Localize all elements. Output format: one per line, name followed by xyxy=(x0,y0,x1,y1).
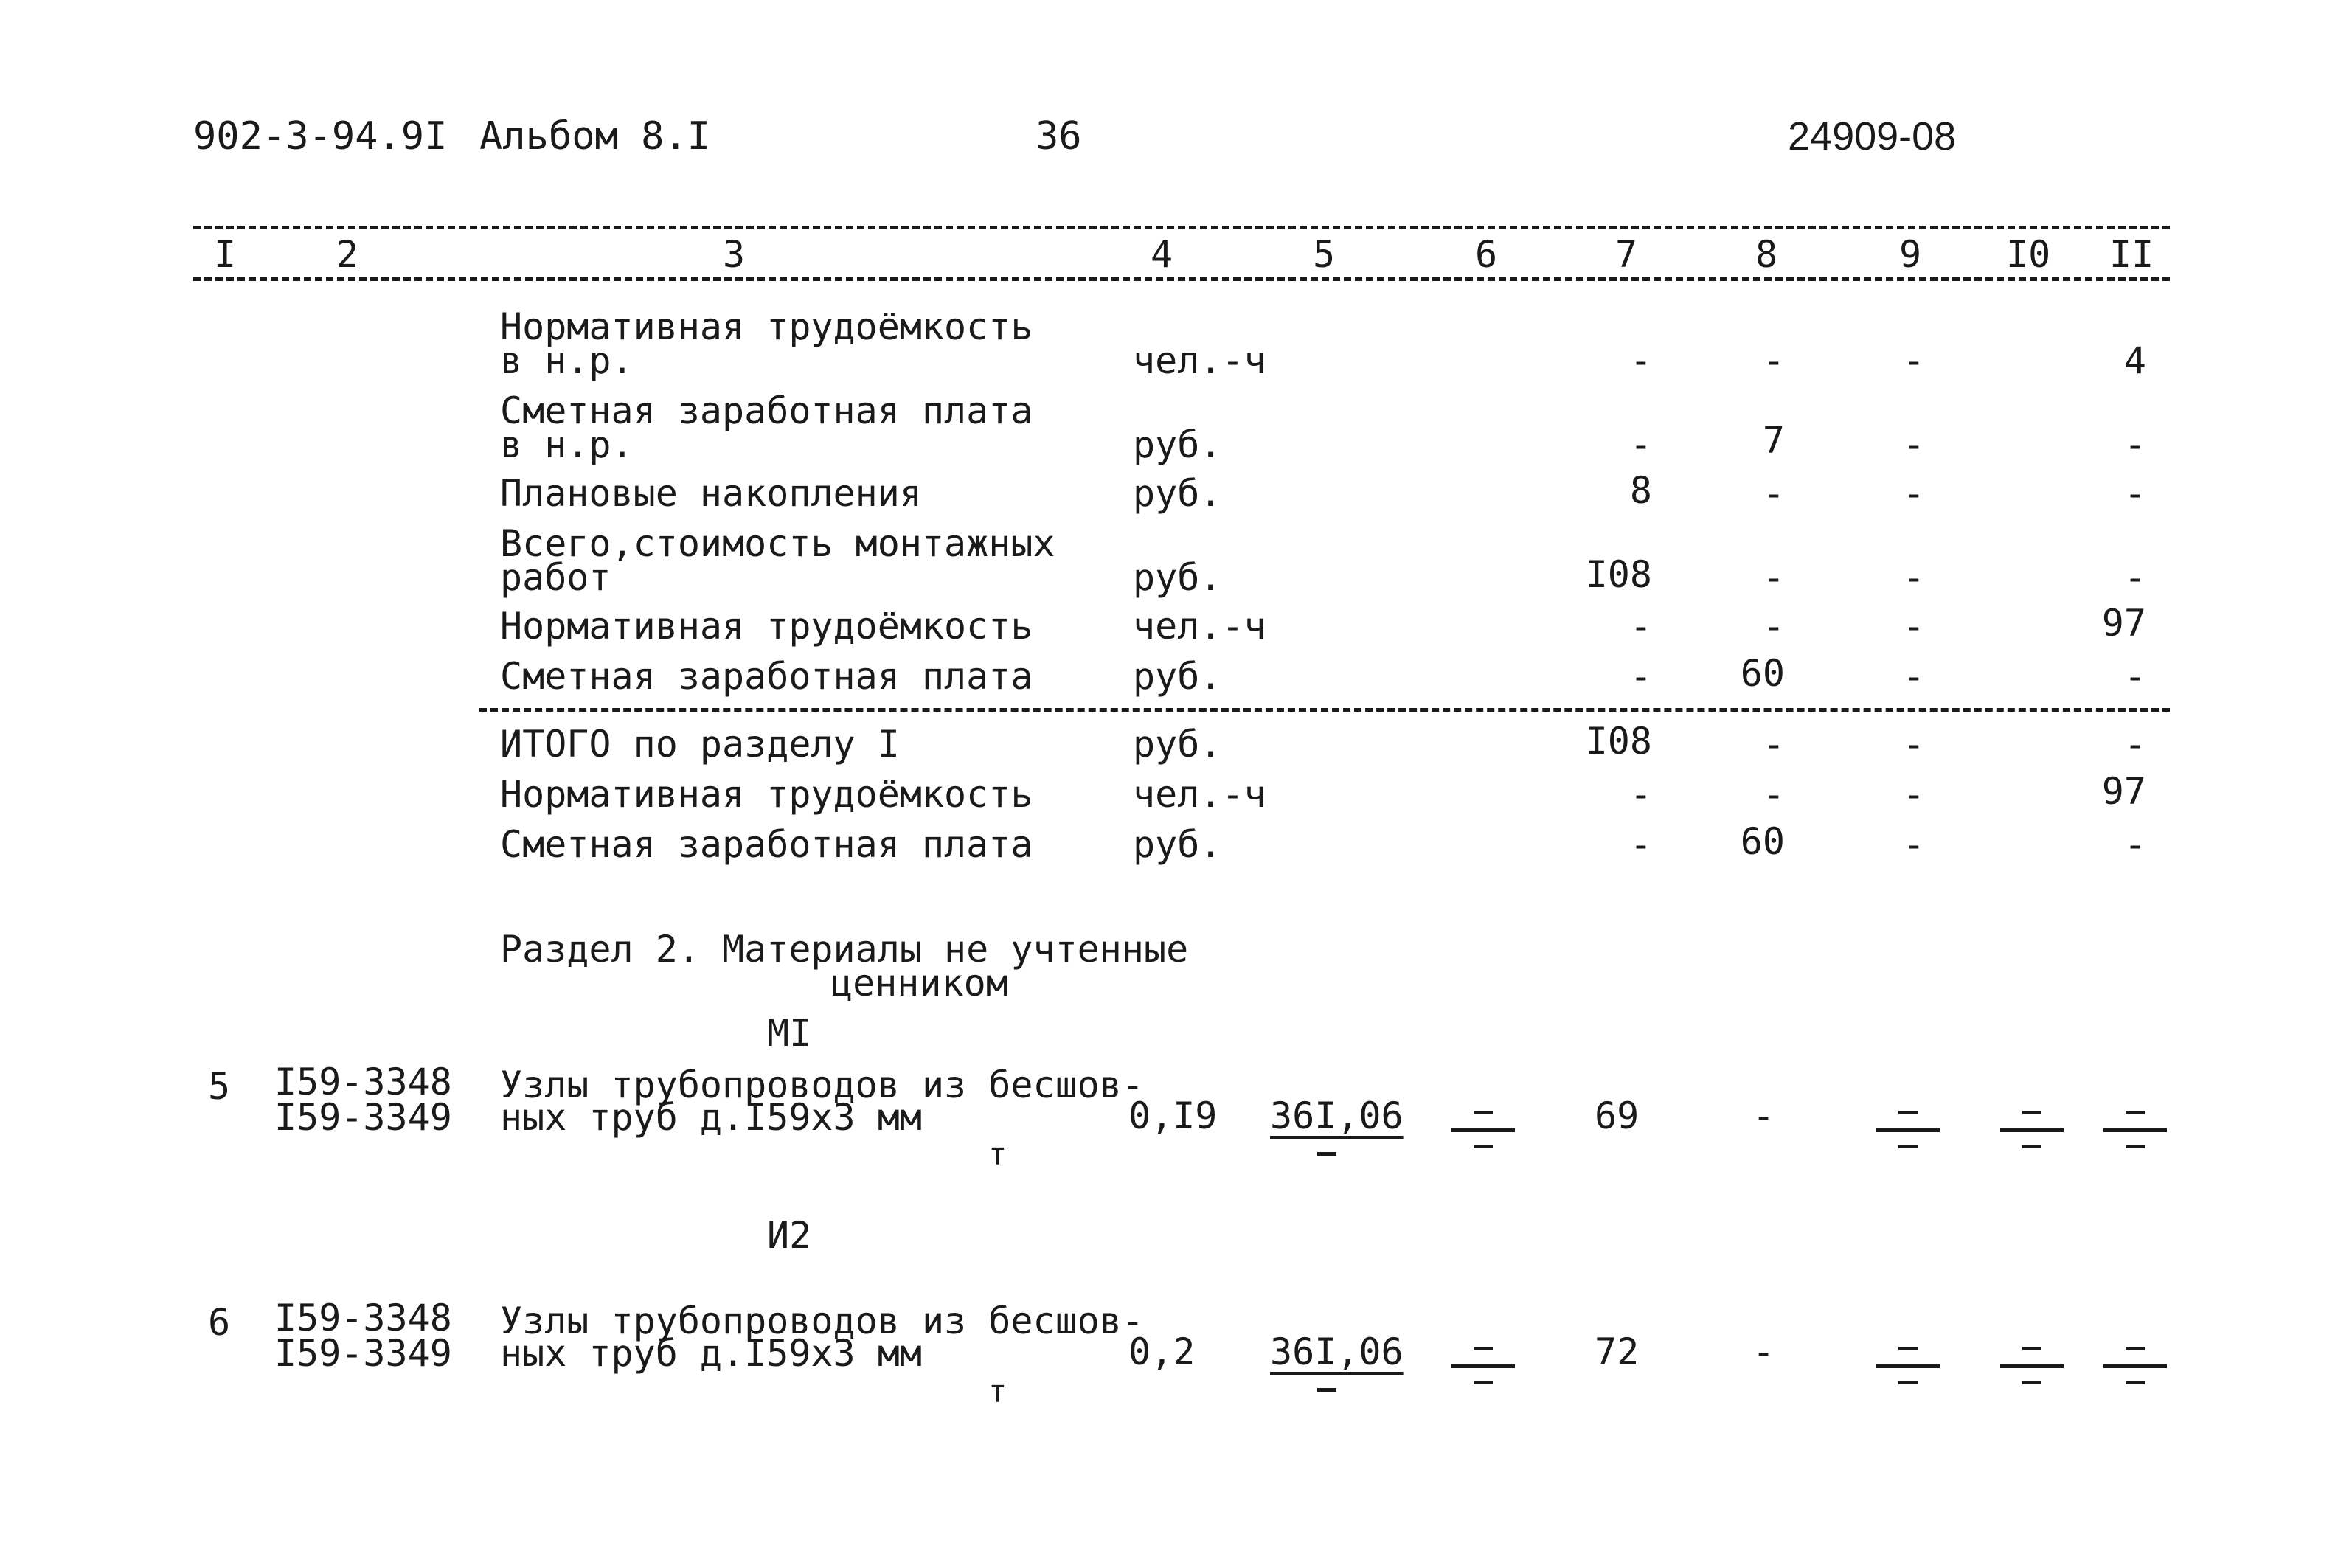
row-col8: 60 xyxy=(1740,820,1785,863)
row-name-line2: работ xyxy=(500,556,611,599)
item-name-line1: Узлы трубопроводов из бесшов- xyxy=(500,1064,1144,1106)
column-header-10: I0 xyxy=(2006,233,2051,276)
fraction-dash-col11 xyxy=(2103,1347,2167,1391)
row-name-line1: Нормативная трудоёмкость xyxy=(500,605,1033,648)
row-col7: - xyxy=(1629,773,1652,816)
item-col7: 72 xyxy=(1595,1331,1640,1373)
column-header-3: 3 xyxy=(723,233,746,276)
row-col8: - xyxy=(1762,472,1785,515)
row-unit: чел.-ч xyxy=(1133,339,1266,382)
item-code-line1: I59-3348 xyxy=(274,1297,452,1339)
row-col9: - xyxy=(1902,423,1925,466)
row-unit: руб. xyxy=(1133,423,1222,466)
row-name-line1: Всего,стоимость монтажных xyxy=(500,522,1055,565)
item-name-line1: Узлы трубопроводов из бесшов- xyxy=(500,1300,1144,1342)
item-quantity: 0,2 xyxy=(1128,1331,1196,1373)
row-col8: - xyxy=(1762,723,1785,766)
item-col8: - xyxy=(1752,1331,1775,1373)
item-quantity: 0,I9 xyxy=(1128,1095,1218,1137)
column-header-bottom-rule xyxy=(193,277,2170,281)
total-separator-rule xyxy=(479,708,2170,712)
row-col7: 8 xyxy=(1629,469,1652,512)
row-col8: - xyxy=(1762,773,1785,816)
row-col11: - xyxy=(2123,655,2146,698)
row-name-line1: Сметная заработная плата xyxy=(500,389,1033,432)
row-col7: - xyxy=(1629,339,1652,382)
section-title-line2: ценником xyxy=(830,962,1008,1005)
row-col11: 97 xyxy=(2101,602,2146,645)
row-col8: 7 xyxy=(1762,419,1785,462)
price-denominator-dash xyxy=(1317,1152,1336,1156)
fraction-dash-col9 xyxy=(1876,1347,1940,1391)
total-row-name: Нормативная трудоёмкость xyxy=(500,773,1033,816)
item-code-line1: I59-3348 xyxy=(274,1061,452,1103)
column-header-6: 6 xyxy=(1475,233,1498,276)
row-name-line1: Сметная заработная плата xyxy=(500,655,1033,698)
row-col7: - xyxy=(1629,655,1652,698)
item-number: 6 xyxy=(208,1301,231,1344)
row-unit: чел.-ч xyxy=(1133,605,1266,648)
row-col7: I08 xyxy=(1585,553,1652,596)
page-number: 36 xyxy=(1035,114,1082,159)
row-col9: - xyxy=(1902,472,1925,515)
fraction-dash-col6 xyxy=(1451,1347,1515,1391)
item-unit: т xyxy=(988,1373,1007,1409)
column-header-5: 5 xyxy=(1313,233,1336,276)
column-header-1: I xyxy=(214,233,237,276)
item-number: 5 xyxy=(208,1065,231,1108)
item-name-line2: ных труб д.I59х3 мм xyxy=(500,1332,922,1375)
row-col11: - xyxy=(2123,556,2146,599)
item-unit: т xyxy=(988,1136,1007,1172)
row-col11: - xyxy=(2123,823,2146,866)
row-col8: - xyxy=(1762,605,1785,648)
row-col9: - xyxy=(1902,556,1925,599)
total-row-name: Сметная заработная плата xyxy=(500,823,1033,866)
column-header-top-rule xyxy=(193,226,2170,229)
row-col7: - xyxy=(1629,823,1652,866)
row-unit: руб. xyxy=(1133,655,1222,698)
row-col11: 97 xyxy=(2101,770,2146,813)
row-unit: руб. xyxy=(1133,556,1222,599)
column-header-8: 8 xyxy=(1755,233,1778,276)
row-col9: - xyxy=(1902,655,1925,698)
item-col7: 69 xyxy=(1595,1095,1640,1137)
row-col11: - xyxy=(2123,472,2146,515)
row-col8: 60 xyxy=(1740,652,1785,695)
column-header-7: 7 xyxy=(1615,233,1638,276)
row-name-line2: в н.р. xyxy=(500,423,634,466)
row-name-line2: в н.р. xyxy=(500,339,634,382)
section-title-line1: Раздел 2. Материалы не учтенные xyxy=(500,928,1189,971)
row-col7: - xyxy=(1629,605,1652,648)
fraction-dash-col10 xyxy=(2000,1347,2064,1391)
fraction-dash-col10 xyxy=(2000,1111,2064,1155)
doc-code: 902-3-94.9I xyxy=(193,114,448,159)
fraction-dash-col9 xyxy=(1876,1111,1940,1155)
registration-number: 24909-08 xyxy=(1788,114,1957,159)
item-marker: МI xyxy=(767,1012,812,1055)
row-unit: руб. xyxy=(1133,472,1222,515)
row-col8: - xyxy=(1762,339,1785,382)
item-marker: И2 xyxy=(767,1214,812,1257)
album-label: Альбом 8.I xyxy=(479,114,711,159)
row-col8: - xyxy=(1762,556,1785,599)
row-name-line1: Плановые накопления xyxy=(500,472,922,515)
column-header-9: 9 xyxy=(1899,233,1922,276)
item-col8: - xyxy=(1752,1095,1775,1137)
item-price: 36I,06 xyxy=(1270,1095,1404,1137)
column-header-2: 2 xyxy=(336,233,359,276)
total-row-name: ИТОГО по разделу I xyxy=(500,723,900,766)
price-denominator-dash xyxy=(1317,1388,1336,1392)
item-price: 36I,06 xyxy=(1270,1331,1404,1373)
row-col11: - xyxy=(2123,423,2146,466)
row-name-line1: Нормативная трудоёмкость xyxy=(500,305,1033,348)
row-unit: чел.-ч xyxy=(1133,773,1266,816)
row-col7: - xyxy=(1629,423,1652,466)
item-code-line2: I59-3349 xyxy=(274,1332,452,1375)
fraction-dash-col6 xyxy=(1451,1111,1515,1155)
item-code-line2: I59-3349 xyxy=(274,1096,452,1139)
row-col7: I08 xyxy=(1585,720,1652,763)
row-col9: - xyxy=(1902,823,1925,866)
row-col9: - xyxy=(1902,723,1925,766)
row-col9: - xyxy=(1902,773,1925,816)
column-header-11: II xyxy=(2109,233,2154,276)
row-col11: 4 xyxy=(2123,339,2146,382)
fraction-dash-col11 xyxy=(2103,1111,2167,1155)
column-header-4: 4 xyxy=(1151,233,1173,276)
row-unit: руб. xyxy=(1133,823,1222,866)
row-unit: руб. xyxy=(1133,723,1222,766)
row-col11: - xyxy=(2123,723,2146,766)
row-col9: - xyxy=(1902,605,1925,648)
item-name-line2: ных труб д.I59х3 мм xyxy=(500,1096,922,1139)
row-col9: - xyxy=(1902,339,1925,382)
